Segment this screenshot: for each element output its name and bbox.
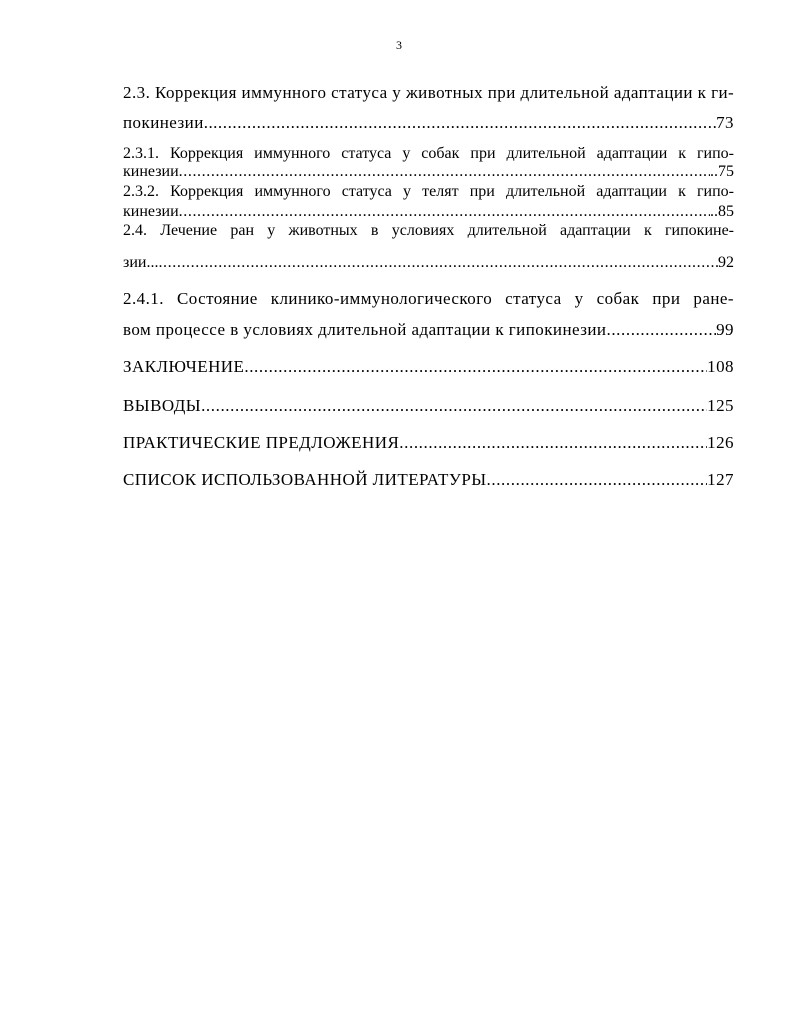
dot-leader bbox=[244, 358, 707, 376]
toc-text: 2.3.1. Коррекция иммунного статуса у собак при длительной адаптации к гипо- bbox=[123, 145, 734, 162]
toc-text: вом процессе в условиях длительной адаптации к гипокинезии bbox=[123, 320, 607, 339]
toc-page: 126 bbox=[707, 433, 734, 452]
toc-text: кинезии bbox=[123, 203, 179, 220]
toc-entry-2-4[interactable] bbox=[123, 254, 734, 272]
dot-leader bbox=[399, 434, 707, 452]
dot-leader bbox=[179, 203, 710, 221]
toc-entry-2-3[interactable] bbox=[123, 114, 734, 132]
toc-line-2-4-title bbox=[123, 222, 734, 240]
toc-line-2-3-2-title bbox=[123, 183, 734, 201]
toc-page: 73 bbox=[716, 113, 734, 132]
toc-text: ЗАКЛЮЧЕНИЕ bbox=[123, 357, 245, 376]
toc-text: 2.3.2. Коррекция иммунного статуса у телят при длительной адаптации к гипо- bbox=[123, 183, 734, 200]
toc-page: ..75 bbox=[710, 163, 734, 180]
toc-text: СПИСОК ИСПОЛЬЗОВАННОЙ ЛИТЕРАТУРЫ bbox=[123, 470, 487, 489]
toc-page: 92 bbox=[718, 254, 734, 271]
page-number: 3 bbox=[396, 38, 402, 52]
toc-text: ВЫВОДЫ bbox=[123, 396, 202, 415]
toc-text: 2.4. Лечение ран у животных в условиях длительной адаптации к гипокине- bbox=[123, 222, 734, 239]
toc-page: 127 bbox=[707, 470, 734, 489]
toc-text: ПРАКТИЧЕСКИЕ ПРЕДЛОЖЕНИЯ bbox=[123, 433, 400, 452]
toc-line-2-3-1-title bbox=[123, 145, 734, 163]
toc-text: покинезии... bbox=[123, 113, 218, 132]
toc-text: 2.4.1. Состояние клинико-иммунологического статуса у собак при ране- bbox=[123, 289, 734, 308]
toc-entry-findings[interactable] bbox=[123, 397, 734, 415]
toc-page: 99 bbox=[716, 320, 734, 339]
toc-entry-conclusion[interactable] bbox=[123, 358, 734, 376]
dot-leader bbox=[218, 114, 716, 132]
toc-page: 125 bbox=[707, 396, 734, 415]
toc-text: кинезии bbox=[123, 163, 179, 180]
toc-entry-2-4-1[interactable] bbox=[123, 321, 734, 339]
toc-page: ..85 bbox=[710, 203, 734, 220]
dot-leader bbox=[606, 321, 716, 339]
toc-entry-bibliography[interactable] bbox=[123, 471, 734, 489]
dot-leader bbox=[179, 163, 710, 181]
dot-leader bbox=[158, 254, 718, 272]
toc-text: 2.3. Коррекция иммунного статуса у животных при длительной адаптации к ги- bbox=[123, 83, 735, 102]
toc-entry-2-3-2[interactable] bbox=[123, 203, 734, 221]
dot-leader bbox=[201, 397, 707, 415]
toc-line-2-4-1-title bbox=[123, 290, 734, 308]
toc-text: зии... bbox=[123, 254, 159, 271]
toc-page: 108 bbox=[707, 357, 734, 376]
toc-entry-practical-proposals[interactable] bbox=[123, 434, 734, 452]
toc-entry-2-3-1[interactable] bbox=[123, 163, 734, 181]
toc-line-2-3-title bbox=[123, 84, 734, 102]
dot-leader bbox=[487, 471, 708, 489]
